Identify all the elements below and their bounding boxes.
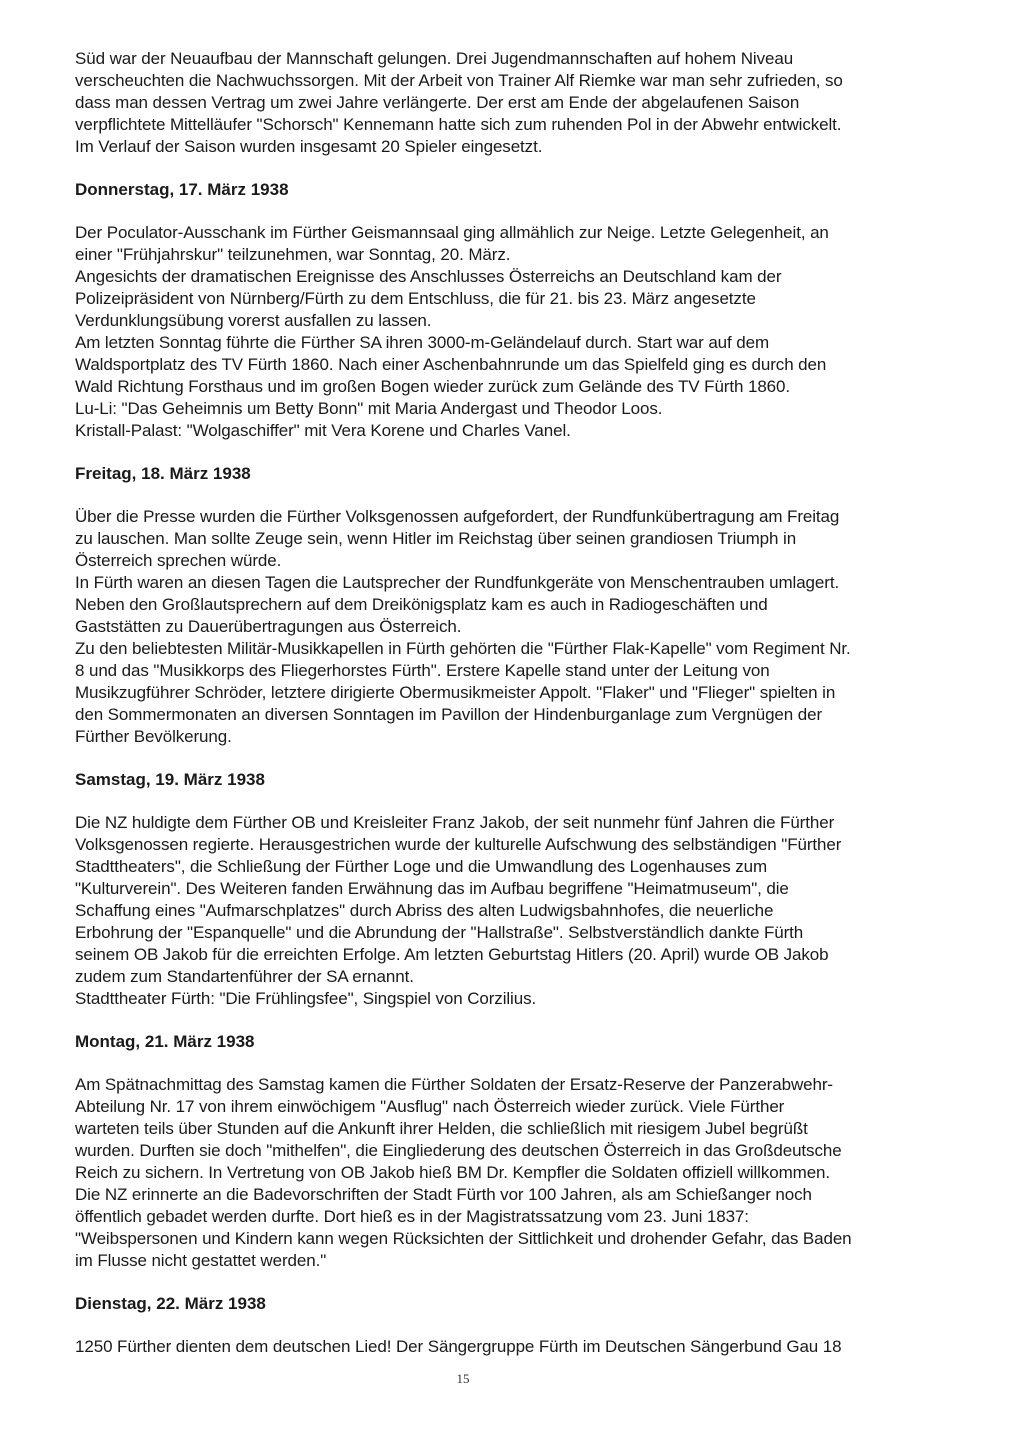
text-line: Musikzugführer Schröder, letztere dirigierte Obermusikmeister Appolt. "Flaker" und "Flieger" spielten in <box>75 683 836 702</box>
text-line: Waldsportplatz des TV Fürth 1860. Nach einer Aschenbahnrunde um das Spielfeld ging es durch den <box>75 355 827 374</box>
intro-paragraph <box>75 48 960 158</box>
section-heading-montag: Montag, 21. März 1938 <box>75 1032 255 1051</box>
text-line: Verdunklungsübung vorerst ausfallen zu lassen. <box>75 311 432 330</box>
text-line: Am letzten Sonntag führte die Fürther SA ihren 3000-m-Geländelauf durch. Start war auf dem <box>75 333 770 352</box>
text-line: den Sommermonaten an diversen Sonntagen im Pavillon der Hindenburganlage zum Vergnügen der <box>75 705 823 724</box>
text-line: Kristall-Palast: "Wolgaschiffer" mit Vera Korene und Charles Vanel. <box>75 421 571 440</box>
text-line: Die NZ huldigte dem Fürther OB und Kreisleiter Franz Jakob, der seit nunmehr fünf Jahren die Fürther <box>75 813 835 832</box>
text-line: Stadttheater Fürth: "Die Frühlingsfee", Singspiel von Corzilius. <box>75 989 537 1008</box>
text-line: Abteilung Nr. 17 von ihrem einwöchigem "Ausflug" nach Österreich wieder zurück. Viele Fürther <box>75 1097 785 1116</box>
text-line: zu lauschen. Man sollte Zeuge sein, wenn Hitler im Reichstag über seinen grandiosen Triumph in <box>75 529 797 548</box>
text-line: "Weibspersonen und Kindern kann wegen Rücksichten der Sittlichkeit und drohender Gefahr, das Baden <box>75 1229 852 1248</box>
text-line: im Flusse nicht gestattet werden." <box>75 1251 327 1270</box>
section-paragraph-donnerstag <box>75 222 960 442</box>
text-line: Schaffung eines "Aufmarschplatzes" durch Abriss des alten Ludwigsbahnhofes, die neuerliche <box>75 901 774 920</box>
text-line: Reich zu sichern. In Vertretung von OB Jakob hieß BM Dr. Kempfler die Soldaten offiziell willkommen. <box>75 1163 831 1182</box>
section-paragraph-montag <box>75 1074 960 1272</box>
text-line: Polizeipräsident von Nürnberg/Fürth zu dem Entschluss, die für 21. bis 23. März angesetzte <box>75 289 756 308</box>
page-number: 15 <box>456 1371 470 1386</box>
text-line: Erbohrung der "Espanquelle" und die Abrundung der "Hallstraße". Selbstverständlich dankte Fürth <box>75 923 804 942</box>
section-heading-freitag: Freitag, 18. März 1938 <box>75 464 251 483</box>
text-line: Am Spätnachmittag des Samstag kamen die Fürther Soldaten der Ersatz-Reserve der Panzerabwehr- <box>75 1075 833 1094</box>
text-line: Im Verlauf der Saison wurden insgesamt 20 Spieler eingesetzt. <box>75 137 543 156</box>
text-line: 1250 Fürther dienten dem deutschen Lied! Der Sängergruppe Fürth im Deutschen Sängerbund Gau 18 <box>75 1337 842 1356</box>
text-line: Angesichts der dramatischen Ereignisse des Anschlusses Österreichs an Deutschland kam der <box>75 267 782 286</box>
section-paragraph-freitag <box>75 506 960 748</box>
text-line: einer "Frühjahrskur" teilzunehmen, war Sonntag, 20. März. <box>75 245 511 264</box>
text-line: Gaststätten zu Dauerübertragungen aus Österreich. <box>75 617 462 636</box>
text-line: Österreich sprechen würde. <box>75 551 282 570</box>
text-line: Wald Richtung Forsthaus und im großen Bogen wieder zurück zum Gelände des TV Fürth 1860. <box>75 377 791 396</box>
text-line: Neben den Großlautsprechern auf dem Dreikönigsplatz kam es auch in Radiogeschäften und <box>75 595 768 614</box>
section-paragraph-dienstag <box>75 1336 960 1358</box>
text-line: verscheuchten die Nachwuchssorgen. Mit der Arbeit von Trainer Alf Riemke war man sehr zufrieden, so <box>75 71 843 90</box>
text-line: In Fürth waren an diesen Tagen die Lautsprecher der Rundfunkgeräte von Menschentrauben umlagert. <box>75 573 840 592</box>
text-line: Stadttheaters", die Schließung der Fürther Loge und die Umwandlung des Logenhauses zum <box>75 857 768 876</box>
text-line: Lu-Li: "Das Geheimnis um Betty Bonn" mit Maria Andergast und Theodor Loos. <box>75 399 663 418</box>
text-line: öffentlich gebadet werden durfte. Dort hieß es in der Magistratssatzung vom 23. Juni 1837: <box>75 1207 749 1226</box>
section-heading-dienstag: Dienstag, 22. März 1938 <box>75 1294 266 1313</box>
text-line: wurden. Durften sie doch "mithelfen", die Eingliederung des deutschen Österreich in das Großdeutsche <box>75 1141 842 1160</box>
text-line: "Kulturverein". Des Weiteren fanden Erwähnung das im Aufbau begriffene "Heimatmuseum", die <box>75 879 789 898</box>
text-line: Zu den beliebtesten Militär-Musikkapellen in Fürth gehörten die "Fürther Flak-Kapelle" vom Regiment Nr. <box>75 639 851 658</box>
text-line: verpflichtete Mittelläufer "Schorsch" Kennemann hatte sich zum ruhenden Pol in der Abwehr entwickelt. <box>75 115 842 134</box>
text-line: Volksgenossen regierte. Herausgestrichen wurde der kulturelle Aufschwung des selbständigen "Fürther <box>75 835 842 854</box>
text-line: Über die Presse wurden die Fürther Volksgenossen aufgefordert, der Rundfunkübertragung am Freitag <box>75 507 840 526</box>
text-line: Süd war der Neuaufbau der Mannschaft gelungen. Drei Jugendmannschaften auf hohem Niveau <box>75 49 794 68</box>
document-page <box>75 48 960 1358</box>
section-paragraph-samstag <box>75 812 960 1010</box>
text-line: 8 und das "Musikkorps des Fliegerhorstes Fürth". Erstere Kapelle stand unter der Leitung von <box>75 661 770 680</box>
text-line: warteten teils über Stunden auf die Ankunft ihrer Helden, die schließlich mit riesigem Jubel begrüßt <box>75 1119 808 1138</box>
text-line: Der Poculator-Ausschank im Fürther Geismannsaal ging allmählich zur Neige. Letzte Gelegenheit, an <box>75 223 829 242</box>
text-line: seinem OB Jakob für die erreichten Erfolge. Am letzten Geburtstag Hitlers (20. April) wurde OB Jakob <box>75 945 829 964</box>
text-line: zudem zum Standartenführer der SA ernannt. <box>75 967 414 986</box>
text-line: dass man dessen Vertrag um zwei Jahre verlängerte. Der erst am Ende der abgelaufenen Saison <box>75 93 800 112</box>
section-heading-samstag: Samstag, 19. März 1938 <box>75 770 265 789</box>
section-heading-donnerstag: Donnerstag, 17. März 1938 <box>75 180 289 199</box>
text-line: Fürther Bevölkerung. <box>75 727 232 746</box>
text-line: Die NZ erinnerte an die Badevorschriften der Stadt Fürth vor 100 Jahren, als am Schießanger noch <box>75 1185 812 1204</box>
